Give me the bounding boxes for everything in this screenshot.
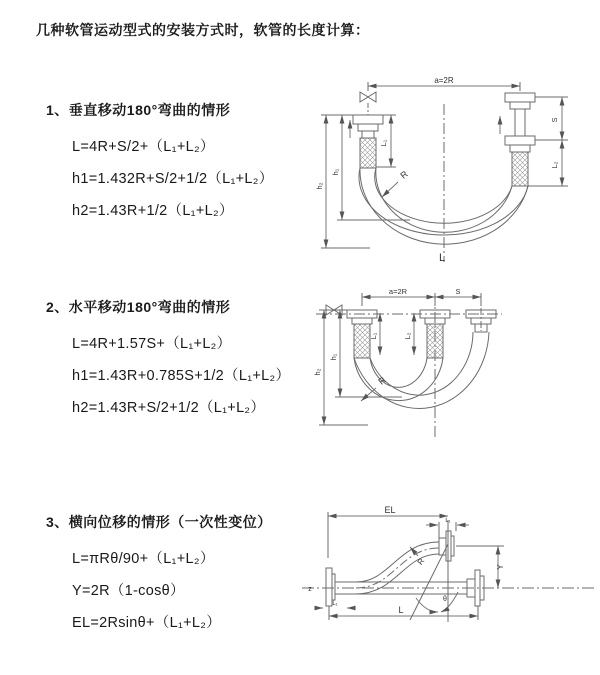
section-heading: 1、垂直移动180°弯曲的情形	[46, 102, 231, 118]
section-lateral-displacement	[46, 512, 272, 639]
diagram-lateral-displacement	[298, 500, 600, 650]
dim-label-h2: h₂	[315, 182, 324, 190]
section-heading: 2、水平移动180°弯曲的情形	[46, 299, 231, 315]
dim-label-s: S	[550, 117, 559, 123]
dim-label-l2: L₂	[550, 161, 559, 169]
formula: L=4R+1.57S+（L₁+L₂）	[72, 336, 232, 352]
section-heading: 3、横向位移的情形（一次性变位）	[46, 514, 272, 530]
formula-list	[72, 328, 290, 424]
centerline-break-mark: z	[308, 586, 312, 593]
dim-label-l: L	[398, 605, 404, 615]
hose-curves	[359, 168, 528, 244]
formula: h1=1.432R+S/2+1/2（L₁+L₂）	[72, 171, 274, 187]
dim-label-el: EL	[384, 505, 396, 515]
radius-label: R	[415, 556, 427, 567]
dim-label-l1-top: L₁	[445, 518, 451, 524]
formula: Y=2R（1-cosθ）	[72, 583, 185, 599]
dim-label-h1: h₁	[329, 353, 338, 361]
diagram-vertical-180-bend	[310, 70, 600, 265]
dim-label-h2: h₂	[313, 368, 322, 376]
dim-label-l1-bottom: L₁	[332, 601, 338, 607]
formula: L=πRθ/90+（L₁+L₂）	[72, 551, 215, 567]
formula: h1=1.43R+0.785S+1/2（L₁+L₂）	[72, 368, 291, 384]
dim-label-l2: L₂	[403, 332, 412, 340]
page-title: 几种软管运动型式的安装方式时，软管的长度计算：	[36, 22, 370, 38]
formula: EL=2Rsinθ+（L₁+L₂）	[72, 615, 222, 631]
length-label: L	[438, 252, 446, 264]
section-horizontal-movement	[46, 297, 290, 424]
formula: h2=1.43R+1/2（L₁+L₂）	[72, 203, 234, 219]
dim-label-y: Y	[496, 564, 505, 570]
angle-label: θ	[443, 596, 447, 603]
dim-label-l1: L₁	[369, 332, 378, 340]
dim-label-l1: L₁	[379, 139, 388, 147]
section-vertical-movement	[46, 100, 274, 227]
dim-label-s: S	[455, 287, 461, 296]
dim-label-h1: h₁	[331, 168, 340, 176]
dim-label-a2r: a=2R	[388, 287, 408, 296]
radius-label: R	[398, 168, 410, 181]
diagram-horizontal-180-bend	[310, 285, 600, 480]
dim-label-a2r: a=2R	[434, 76, 454, 85]
formula-list	[72, 131, 274, 227]
radius-label: R	[376, 374, 388, 387]
formula: L=4R+S/2+（L₁+L₂）	[72, 139, 215, 155]
formula-list	[72, 543, 272, 639]
valve-icon	[360, 92, 376, 102]
right-connector	[505, 93, 535, 186]
formula: h2=1.43R+S/2+1/2（L₁+L₂）	[72, 400, 266, 416]
